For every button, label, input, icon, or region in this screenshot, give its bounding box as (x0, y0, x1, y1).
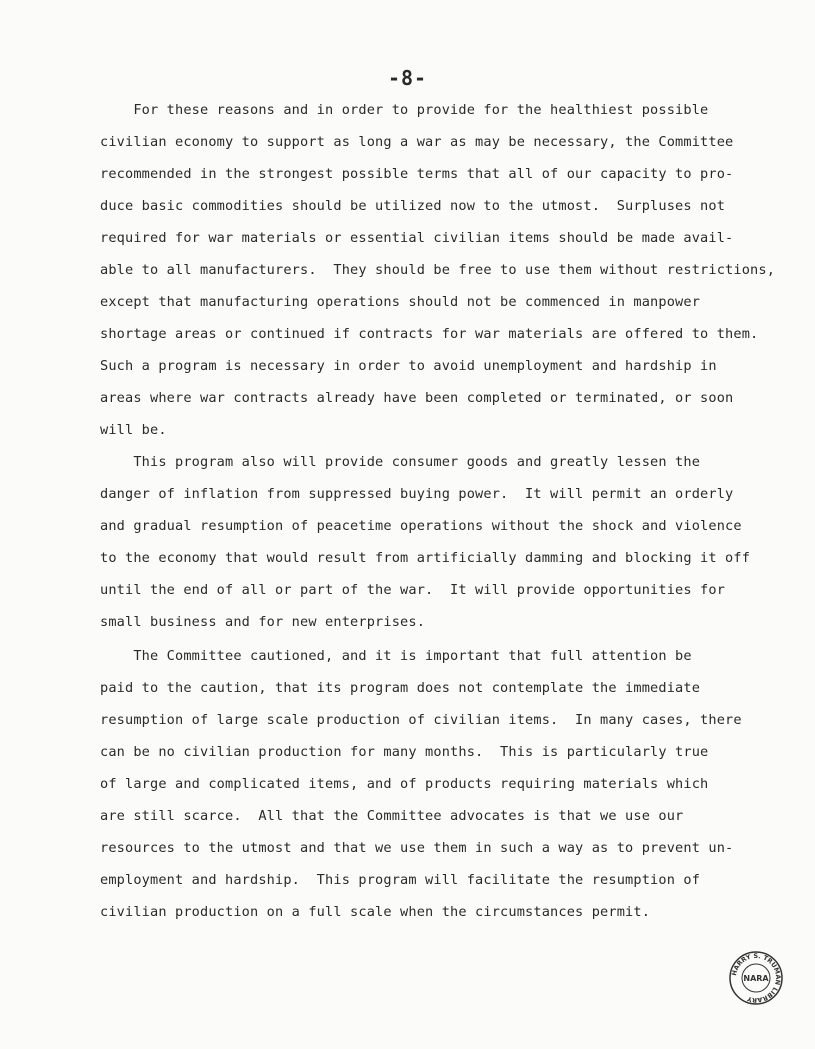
text-line: For these reasons and in order to provide for the healthiest possible (100, 102, 709, 118)
text-line: resumption of large scale production of civilian items. In many cases, there (100, 712, 742, 728)
text-line: required for war materials or essential civilian items should be made avail- (100, 230, 734, 246)
text-line: recommended in the strongest possible terms that all of our capacity to pro- (100, 166, 734, 182)
truman-library-stamp-icon (728, 950, 784, 1006)
text-line: employment and hardship. This program will facilitate the resumption of (100, 872, 701, 888)
text-line: and gradual resumption of peacetime operations without the shock and violence (100, 518, 742, 534)
stamp-outer-text: HARRY S. TRUMAN LIBRARY (730, 951, 783, 1005)
text-line: small business and for new enterprises. (100, 614, 426, 630)
text-line: able to all manufacturers. They should be free to use them without restrictions, (100, 262, 776, 278)
text-line: civilian economy to support as long a war as may be necessary, the Committee (100, 134, 734, 150)
text-line: danger of inflation from suppressed buying power. It will permit an orderly (100, 486, 734, 502)
text-line: The Committee cautioned, and it is important that full attention be (100, 648, 692, 664)
text-line: can be no civilian production for many months. This is particularly true (100, 744, 709, 760)
paragraph-1 (100, 94, 776, 446)
text-line: are still scarce. All that the Committee advocates is that we use our (100, 808, 684, 824)
stamp-inner-text: NARA (743, 974, 769, 983)
text-line: resources to the utmost and that we use them in such a way as to prevent un- (100, 840, 734, 856)
text-line: shortage areas or continued if contracts for war materials are offered to them. (100, 326, 759, 342)
page-number: -8- (387, 66, 428, 90)
text-line: Such a program is necessary in order to avoid unemployment and hardship in (100, 358, 717, 374)
text-line: paid to the caution, that its program does not contemplate the immediate (100, 680, 701, 696)
text-line: except that manufacturing operations should not be commenced in manpower (100, 294, 701, 310)
text-line: civilian production on a full scale when the circumstances permit. (100, 904, 651, 920)
text-line: duce basic commodities should be utilized now to the utmost. Surpluses not (100, 198, 726, 214)
text-line: of large and complicated items, and of products requiring materials which (100, 776, 709, 792)
text-line: This program also will provide consumer goods and greatly lessen the (100, 454, 701, 470)
text-line: to the economy that would result from artificially damming and blocking it off (100, 550, 751, 566)
text-line: areas where war contracts already have been completed or terminated, or soon (100, 390, 734, 406)
paragraph-2 (100, 446, 750, 638)
text-line: will be. (100, 422, 167, 438)
paragraph-3 (100, 640, 750, 928)
text-line: until the end of all or part of the war. It will provide opportunities for (100, 582, 726, 598)
